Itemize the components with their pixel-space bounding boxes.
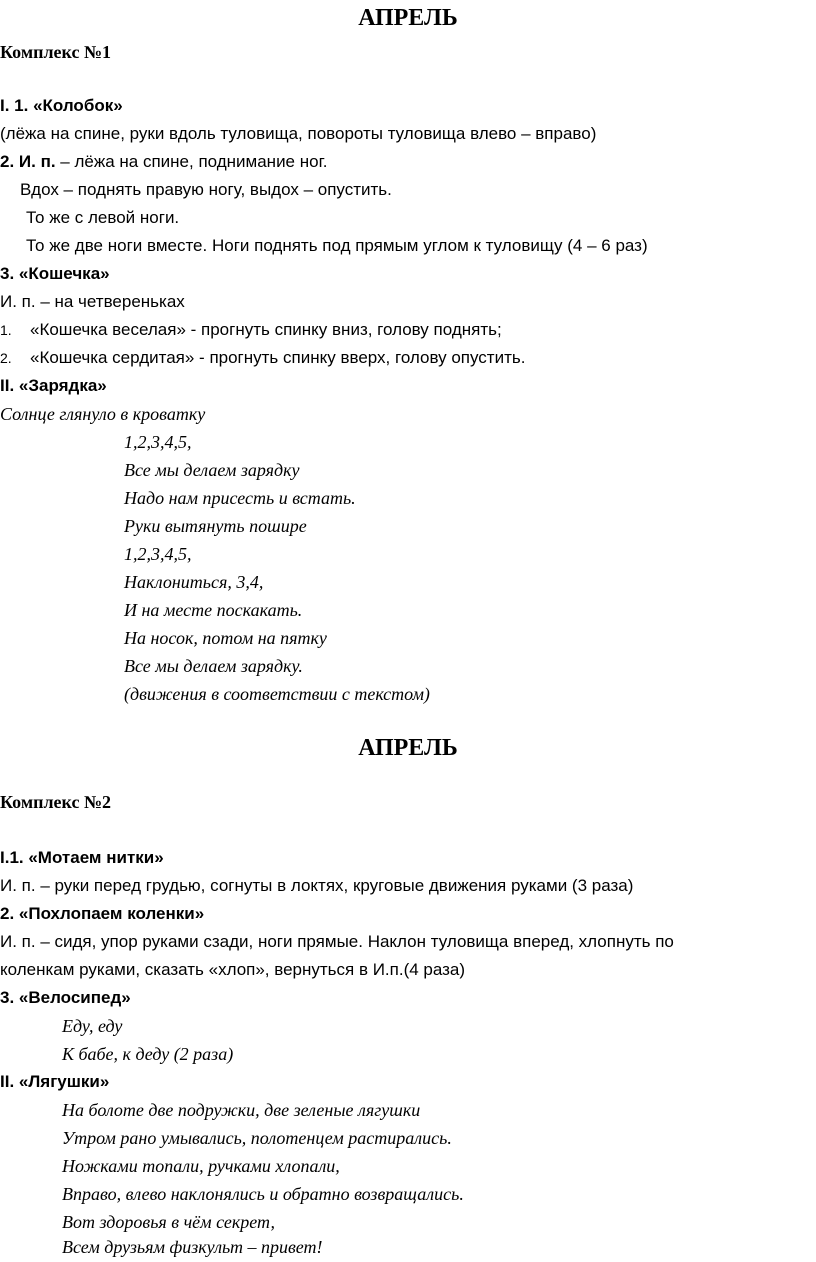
page-title-2: АПРЕЛЬ bbox=[358, 735, 458, 761]
poem-line: Вправо, влево наклонялись и обратно возвращались. bbox=[62, 1184, 464, 1204]
poem-line: 1,2,3,4,5, bbox=[124, 432, 192, 452]
poem-line: Вот здоровья в чём секрет, bbox=[62, 1212, 275, 1232]
poem-line: Ножками топали, ручками хлопали, bbox=[62, 1156, 340, 1176]
list-text: «Кошечка веселая» - прогнуть спинку вниз, голову поднять; bbox=[30, 320, 502, 339]
exercise-1-description-2: И. п. – руки перед грудью, согнуты в локтях, круговые движения руками (3 раза) bbox=[0, 876, 634, 895]
exercise-2-heading-2: 2. «Похлопаем коленки» bbox=[0, 904, 205, 923]
poem-line: Всем друзьям физкульт – привет! bbox=[62, 1237, 323, 1257]
complex-title-2: Комплекс №2 bbox=[0, 792, 112, 812]
exercise-2-description-line-1: И. п. – сидя, упор руками сзади, ноги прямые. Наклон туловища вперед, хлопнуть по bbox=[0, 932, 674, 951]
exercise-2-step-2: То же с левой ноги. bbox=[26, 208, 180, 227]
list-number: 1. bbox=[0, 322, 12, 338]
exercise-2-heading: 2. И. п. bbox=[0, 152, 56, 171]
part-2-heading: II. «Зарядка» bbox=[0, 376, 107, 395]
poem-first-line: Солнце глянуло в кроватку bbox=[0, 404, 206, 424]
exercise-2-step-3: То же две ноги вместе. Ноги поднять под прямым углом к туловищу (4 – 6 раз) bbox=[26, 236, 648, 255]
exercise-2-description: – лёжа на спине, поднимание ног. bbox=[55, 152, 328, 171]
page-title-1: АПРЕЛЬ bbox=[358, 5, 458, 31]
poem-line: Все мы делаем зарядку bbox=[124, 460, 300, 480]
poem-line: Утром рано умывались, полотенцем растирались. bbox=[62, 1128, 452, 1148]
exercise-2-line bbox=[0, 148, 327, 176]
exercise-3-item-1 bbox=[0, 316, 502, 344]
list-number: 2. bbox=[0, 350, 12, 366]
exercise-2-description-line-2: коленкам руками, сказать «хлоп», вернуться в И.п.(4 раза) bbox=[0, 960, 466, 979]
rhyme-line: К бабе, к деду (2 раза) bbox=[62, 1044, 234, 1064]
poem-line: Наклониться, 3,4, bbox=[124, 572, 264, 592]
complex-title-1: Комплекс №1 bbox=[0, 42, 112, 62]
poem-line: На носок, потом на пятку bbox=[124, 628, 327, 648]
exercise-3-heading: 3. «Кошечка» bbox=[0, 264, 110, 283]
poem-line: Все мы делаем зарядку. bbox=[124, 656, 303, 676]
exercise-1-description: (лёжа на спине, руки вдоль туловища, повороты туловища влево – вправо) bbox=[0, 124, 597, 143]
exercise-2-step-1: Вдох – поднять правую ногу, выдох – опустить. bbox=[20, 180, 392, 199]
exercise-3-heading-2: 3. «Велосипед» bbox=[0, 988, 131, 1007]
poem-line: Надо нам присесть и встать. bbox=[124, 488, 356, 508]
exercise-3-start-position: И. п. – на четвереньках bbox=[0, 292, 185, 311]
exercise-3-item-2 bbox=[0, 344, 525, 372]
poem-line: Руки вытянуть пошире bbox=[124, 516, 307, 536]
list-text: «Кошечка сердитая» - прогнуть спинку вверх, голову опустить. bbox=[30, 348, 526, 367]
exercise-1-heading: I. 1. «Колобок» bbox=[0, 96, 123, 115]
rhyme-line: Еду, еду bbox=[62, 1016, 123, 1036]
poem-line: 1,2,3,4,5, bbox=[124, 544, 192, 564]
poem-line: На болоте две подружки, две зеленые лягушки bbox=[62, 1100, 421, 1120]
poem-note: (движения в соответствии с текстом) bbox=[124, 684, 430, 704]
part-2-heading-2: II. «Лягушки» bbox=[0, 1072, 110, 1091]
poem-line: И на месте поскакать. bbox=[124, 600, 303, 620]
exercise-1-heading-2: I.1. «Мотаем нитки» bbox=[0, 848, 164, 867]
